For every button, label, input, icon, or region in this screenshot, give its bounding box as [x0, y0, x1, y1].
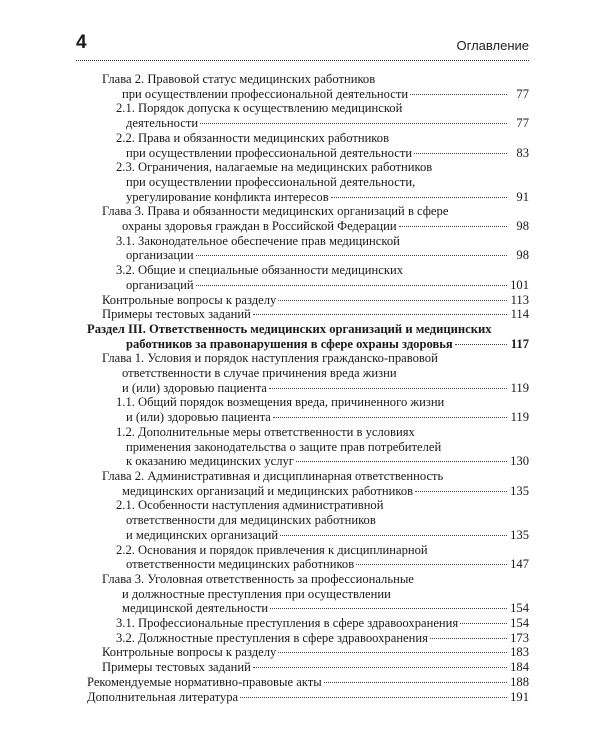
toc-entry[interactable]	[0, 395, 600, 424]
toc-entry-title-line: ответственности медицинских работников	[126, 557, 355, 572]
toc-entry-title-line: 2.2. Права и обязанности медицинских работников	[116, 130, 390, 145]
toc-entry-title-line: при осуществлении профессиональной деятельности	[126, 145, 413, 160]
toc-entry-title-line: 3.1. Законодательное обеспечение прав медицинской	[116, 233, 400, 248]
toc-entry[interactable]	[0, 293, 600, 308]
toc-entry-title-line: Дополнительная литература	[87, 689, 239, 704]
toc-entry-title-line: охраны здоровья граждан в Российской Федерации	[122, 219, 397, 234]
toc-entry[interactable]	[0, 631, 600, 646]
toc-entry-title-line: урегулирование конфликта интересов	[126, 189, 329, 204]
dot-leader	[253, 314, 507, 315]
toc-page-number: 91	[516, 189, 529, 204]
toc-entry[interactable]	[0, 101, 600, 130]
toc-entry[interactable]	[0, 131, 600, 160]
toc-entry[interactable]	[0, 263, 600, 292]
toc-entry-title-line: и (или) здоровью пациента	[126, 410, 271, 425]
toc-page-number: 101	[510, 277, 529, 292]
toc-entry-title-line: Контрольные вопросы к разделу	[102, 645, 277, 660]
toc-page-number: 119	[510, 380, 529, 395]
toc-entry-title-line: Примеры тестовых заданий	[102, 307, 251, 322]
toc-page-number: 184	[510, 660, 529, 675]
dot-leader	[200, 123, 507, 124]
dot-leader	[269, 388, 507, 389]
toc-entry-title-line: 2.1. Порядок допуска к осуществлению медицинской	[116, 101, 403, 116]
toc-page-number: 130	[510, 454, 529, 469]
toc-page-number: 173	[510, 630, 529, 645]
toc-page-number: 77	[516, 86, 529, 101]
toc-entry-title-line: при осуществлении профессиональной деятельности,	[126, 174, 416, 189]
toc-entry-title-line: при осуществлении профессиональной деятельности	[122, 86, 409, 101]
toc-entry-title-line: организации	[126, 248, 194, 263]
toc-entry-title-line: 1.1. Общий порядок возмещения вреда, причиненного жизни	[116, 395, 445, 410]
dot-leader	[196, 255, 507, 256]
toc-page-number: 113	[510, 292, 529, 307]
toc-entry-title-line: Рекомендуемые нормативно-правовые акты	[87, 674, 322, 689]
dot-leader	[331, 197, 507, 198]
toc-entry[interactable]	[0, 72, 600, 101]
toc-page-number: 98	[516, 219, 529, 234]
toc-entry-title-line: 3.1. Профессиональные преступления в сфере здравоохранения	[116, 616, 459, 631]
dot-leader	[253, 667, 507, 668]
toc-page-number: 188	[510, 674, 529, 689]
dot-leader	[240, 697, 507, 698]
toc-page-number: 117	[510, 336, 529, 351]
toc-entry-title-line: медицинских организаций и медицинских работников	[122, 483, 414, 498]
toc-entry[interactable]	[0, 675, 600, 690]
toc-entry-title-line: 3.2. Общие и специальные обязанности медицинских	[116, 263, 403, 278]
dot-leader	[278, 300, 507, 301]
toc-entry-title-line: Глава 2. Правовой статус медицинских работников	[102, 72, 376, 86]
toc-page-number: 135	[510, 483, 529, 498]
toc-page-number: 114	[510, 307, 529, 322]
toc-entry[interactable]	[0, 351, 600, 395]
dot-leader	[278, 652, 507, 653]
page-number: 4	[76, 32, 87, 53]
toc-entry[interactable]	[0, 660, 600, 675]
toc-entry-title-line: Глава 1. Условия и порядок наступления гражданско-правовой	[102, 351, 438, 366]
toc-page-number: 83	[516, 145, 529, 160]
toc-entry-title-line: Контрольные вопросы к разделу	[102, 292, 277, 307]
table-of-contents	[0, 72, 600, 704]
toc-entry-title-line: применения законодательства о защите прав потребителей	[126, 439, 442, 454]
toc-entry-title-line: и должностные преступления при осуществлении	[122, 586, 391, 601]
dot-leader	[296, 461, 507, 462]
toc-entry-title-line: 2.3. Ограничения, налагаемые на медицинских работников	[116, 160, 433, 175]
dot-leader	[356, 564, 507, 565]
toc-entry-title-line: Раздел III. Ответственность медицинских организаций и медицинских	[87, 321, 492, 336]
toc-entry-title-line: Глава 2. Административная и дисциплинарная ответственность	[102, 468, 444, 483]
running-head: Оглавление	[456, 38, 529, 53]
dot-leader	[460, 623, 507, 624]
toc-entry-title-line: Глава 3. Права и обязанности медицинских организаций в сфере	[102, 204, 449, 219]
toc-entry-title-line: работников за правонарушения в сфере охраны здоровья	[126, 336, 453, 351]
toc-entry[interactable]	[0, 204, 600, 233]
toc-entry[interactable]	[0, 543, 600, 572]
toc-page-number: 77	[516, 116, 529, 131]
toc-page-number: 183	[510, 645, 529, 660]
toc-page-number: 191	[510, 689, 529, 704]
dot-leader	[273, 417, 507, 418]
dot-leader	[399, 226, 507, 227]
toc-entry[interactable]	[0, 307, 600, 322]
dot-leader	[414, 153, 507, 154]
toc-entry-title-line: 1.2. Дополнительные меры ответственности в условиях	[116, 424, 415, 439]
toc-entry[interactable]	[0, 572, 600, 616]
toc-entry[interactable]	[0, 425, 600, 469]
toc-entry-title-line: организаций	[126, 277, 194, 292]
dot-leader	[280, 535, 507, 536]
toc-entry-title-line: 2.1. Особенности наступления административной	[116, 498, 384, 513]
dot-leader	[415, 491, 507, 492]
toc-entry[interactable]	[0, 234, 600, 263]
toc-entry-title-line: 2.2. Основания и порядок привлечения к дисциплинарной	[116, 542, 428, 557]
dot-leader	[270, 608, 507, 609]
toc-entry-title-line: Примеры тестовых заданий	[102, 660, 251, 675]
toc-entry-title-line: и медицинских организаций	[126, 527, 279, 542]
toc-entry-title-line: Глава 3. Уголовная ответственность за профессиональные	[102, 571, 414, 586]
toc-entry-title-line: к оказанию медицинских услуг	[126, 454, 294, 469]
toc-entry[interactable]	[0, 690, 600, 705]
toc-entry[interactable]	[0, 616, 600, 631]
toc-page-number: 147	[510, 557, 529, 572]
toc-entry[interactable]	[0, 498, 600, 542]
toc-page-number: 98	[516, 248, 529, 263]
dot-leader	[430, 638, 507, 639]
dot-leader	[455, 344, 507, 345]
toc-entry-title-line: и (или) здоровью пациента	[122, 380, 267, 395]
toc-entry[interactable]	[0, 160, 600, 204]
toc-page-number: 119	[510, 410, 529, 425]
toc-entry-title-line: ответственности для медицинских работников	[126, 513, 376, 528]
toc-entry-title-line: 3.2. Должностные преступления в сфере здравоохранения	[116, 630, 428, 645]
toc-entry-title-line: ответственности в случае причинения вреда жизни	[122, 366, 397, 381]
toc-page-number: 154	[510, 601, 529, 616]
toc-entry-title-line: медицинской деятельности	[122, 601, 269, 616]
toc-entry[interactable]	[0, 469, 600, 498]
toc-entry[interactable]	[0, 645, 600, 660]
toc-entry-title-line: деятельности	[126, 116, 199, 131]
toc-page-number: 154	[510, 616, 529, 631]
toc-entry[interactable]	[0, 322, 600, 351]
header-rule	[76, 60, 529, 61]
dot-leader	[196, 285, 507, 286]
dot-leader	[410, 94, 507, 95]
dot-leader	[324, 682, 507, 683]
toc-page-number: 135	[510, 527, 529, 542]
